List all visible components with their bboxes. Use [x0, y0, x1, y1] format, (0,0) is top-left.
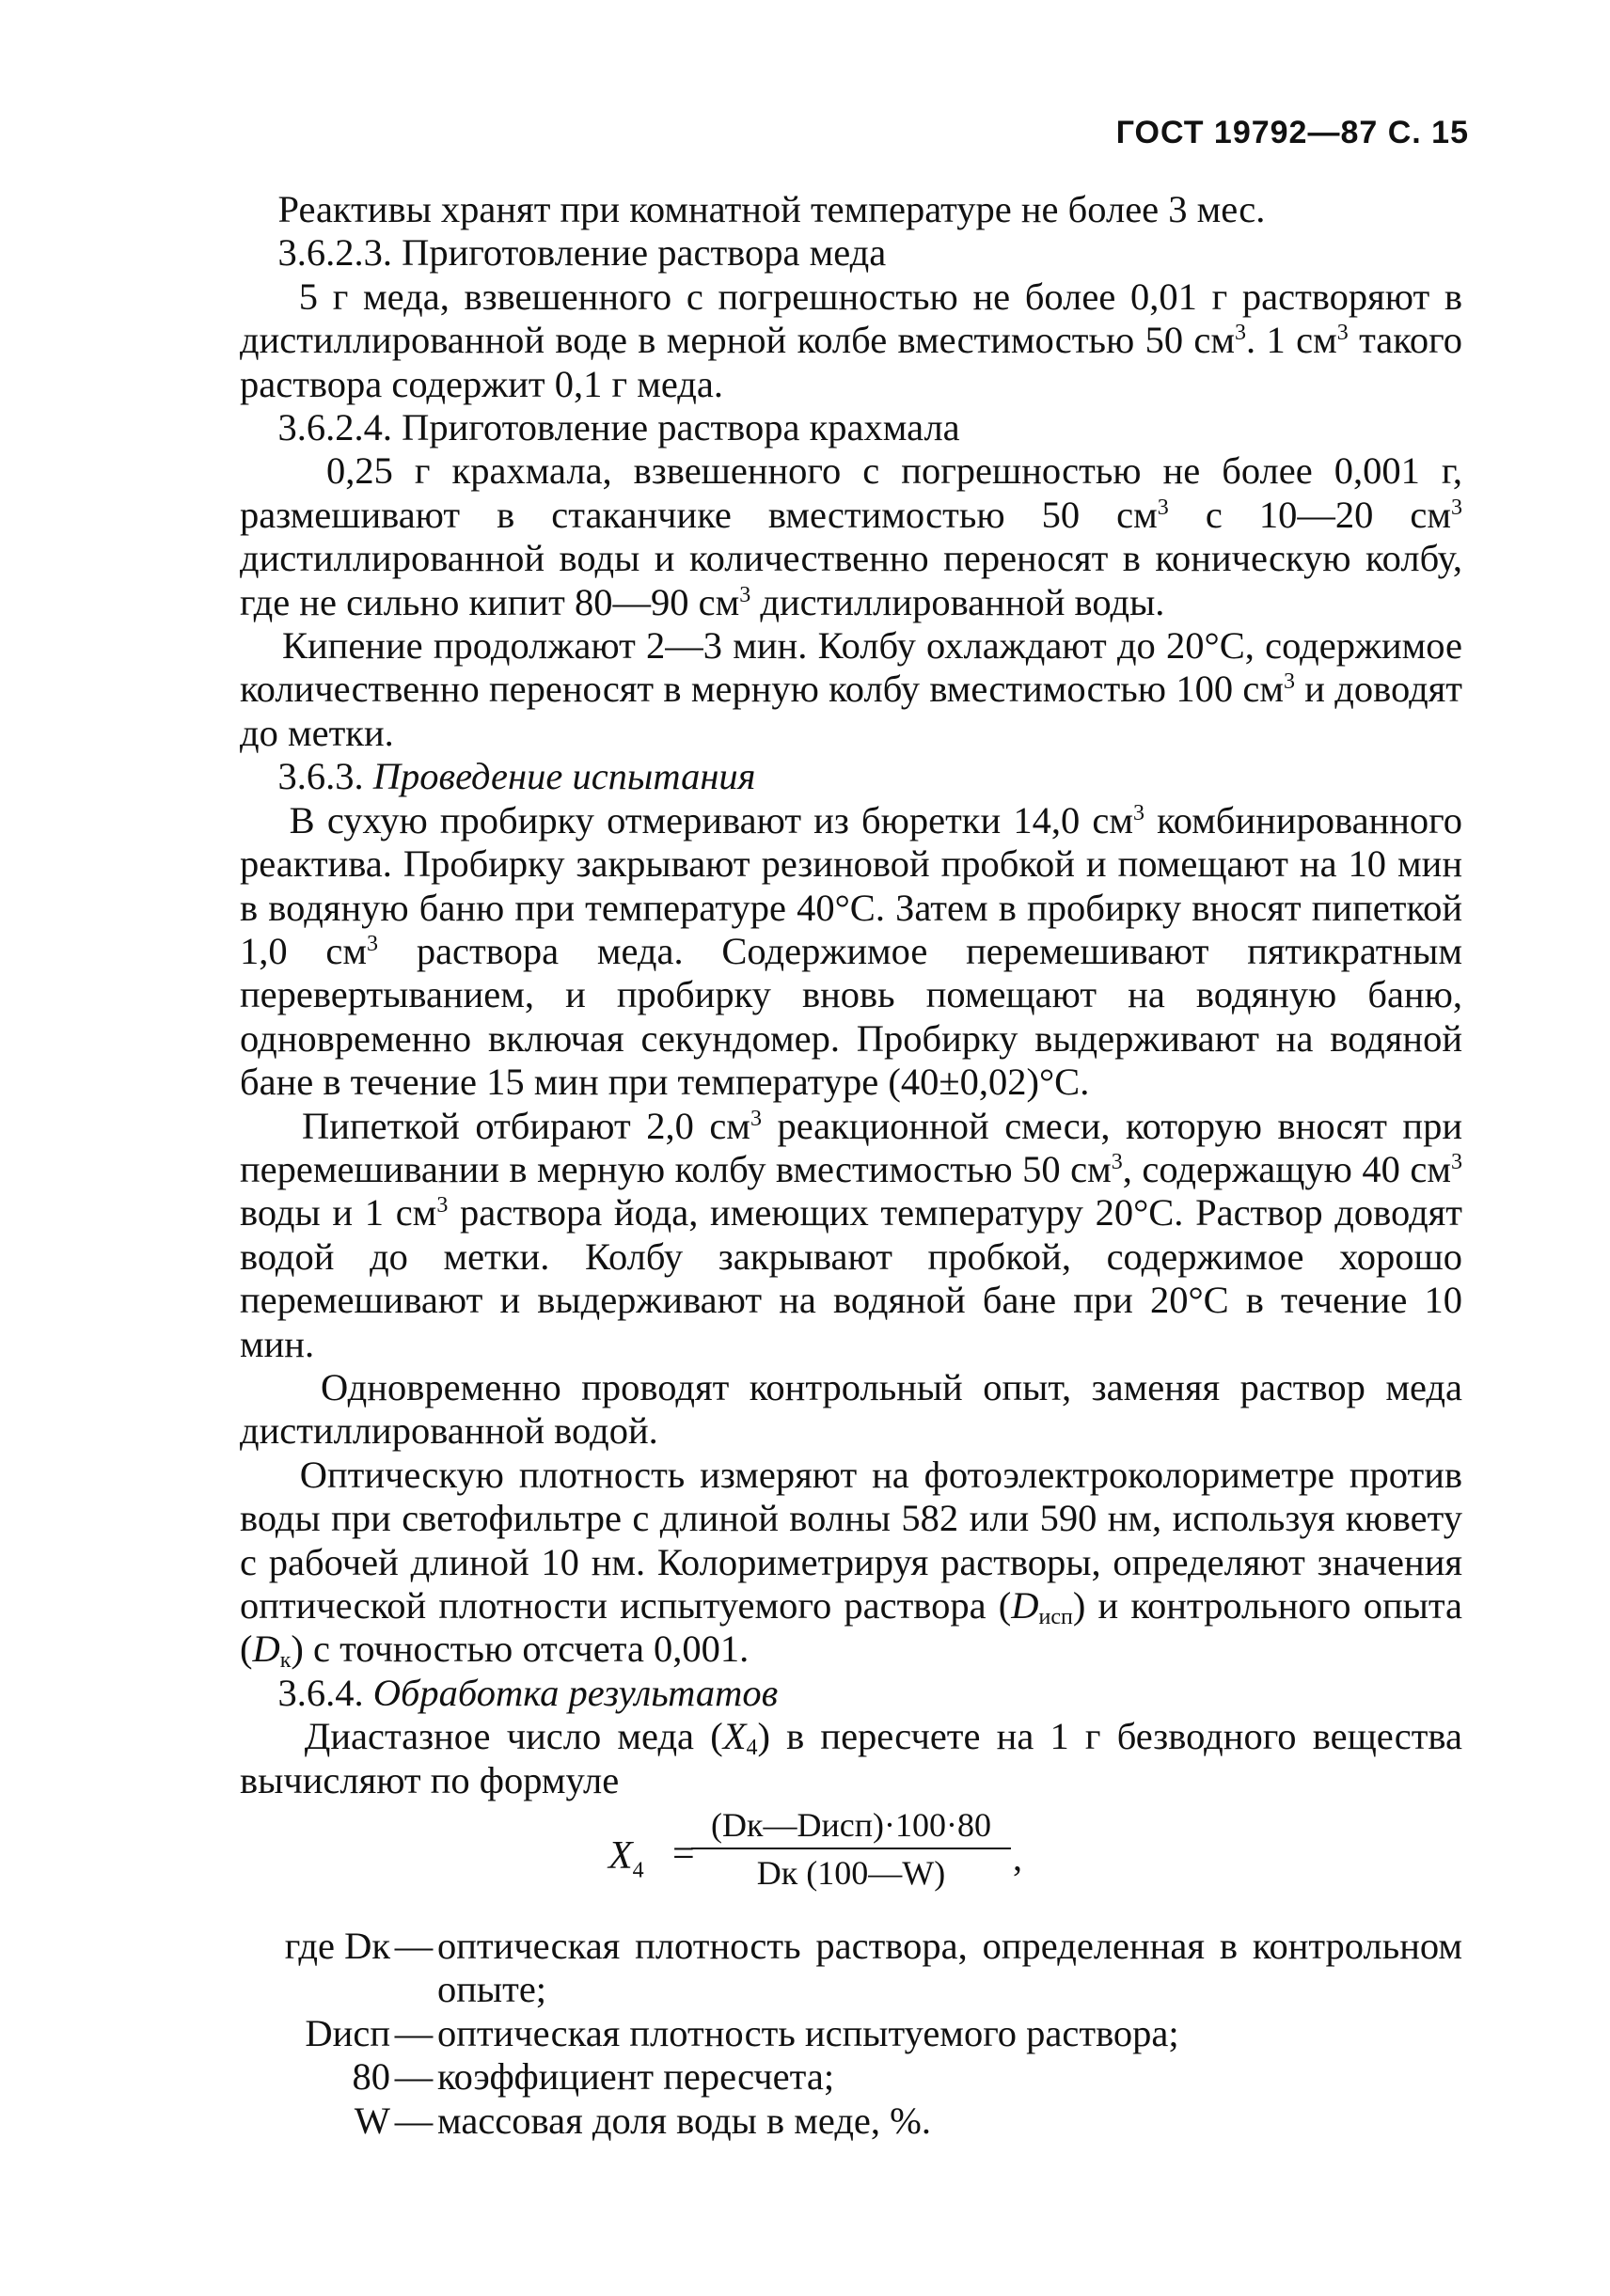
- section-3-6-3-title: 3.6.3. Проведение испытания: [277, 755, 756, 798]
- definition-dash: —: [394, 2099, 434, 2142]
- paragraph-pipette: Пипеткой отбирают 2,0 $см^3$ реакционной смеси, которую вносят при перемешивании в мерную колбу вместимостью 50 $см^3$, содержащую 40 $см^3$ воды и 1 $см^3$ раствора йода, имеющих температуру 20°С. Раствор доводят водой до метки. Колбу закрывают пробкой, содержимое хорошо перемешивают и выдерживают на водяной бане при 20°С в течение 10 мин.: [240, 1104, 1463, 1365]
- section-3-6-4-title: 3.6.4. Обработка результатов: [277, 1671, 779, 1714]
- definition-dash: —: [394, 1925, 434, 1968]
- paragraph-control-test: Одновременно проводят контрольный опыт, заменяя раствор меда дистиллированной водой.: [240, 1365, 1462, 1453]
- definition-text: коэффициент пересчета;: [437, 2055, 835, 2099]
- page-header: ГОСТ 19792—87 С. 15: [1115, 115, 1469, 150]
- definition-row: [240, 2099, 1462, 2143]
- paragraph-starch-solution: 0,25 г крахмала, взвешенного с погрешностью не более 0,001 г, размешивают в стаканчике вместимостью 50 $см^3$ с 10—20 $см^3$ дистиллированной воды и количественно переносят в коническую колбу, где не сильно кипит 80—90 $см^3$ дистиллированной воды.: [240, 449, 1462, 623]
- definition-symbol: 80: [352, 2055, 390, 2099]
- paragraph-boiling: Кипение продолжают 2—3 мин. Колбу охлаждают до 20°С, содержимое количественно переносят в мерную колбу вместимостью 100 $см^3$ и доводят до метки.: [240, 624, 1463, 754]
- definition-row: [240, 2055, 1462, 2099]
- definition-symbol: W: [354, 2099, 390, 2142]
- paragraph-optical-density: Оптическую плотность измеряют на фотоэлектроколориметре против воды при светофильтре с длиной волны 582 или 590 нм, используя кювету с рабочей длиной 10 нм. Колориметрируя растворы, определяют значения оптической плотности испытуемого раствора $(D_{исп})$ и контрольного опыта $(D_к)$ с точностью отсчета 0,001.: [240, 1453, 1463, 1674]
- definition-symbol: где Dк: [284, 1925, 390, 1968]
- formula-fraction: [691, 1804, 1011, 1896]
- definition-row: [240, 1925, 1462, 2012]
- formula-lhs: $X_4$: [608, 1834, 644, 1883]
- paragraph-reagents: Реактивы хранят при комнатной температуре не более 3 мес.: [277, 188, 1266, 230]
- formula-denominator: Dк (100—W): [756, 1854, 946, 1893]
- definitions-list: [240, 1925, 1462, 2143]
- section-3-6-2-4-title: 3.6.2.4. Приготовление раствора крахмала: [277, 406, 960, 449]
- definition-text: оптическая плотность раствора, определенная в контрольном опыте;: [437, 1925, 1462, 2011]
- definition-symbol: Dисп: [305, 2011, 390, 2054]
- definition-text: оптическая плотность испытуемого раствора;: [437, 2011, 1179, 2054]
- formula-x4: [240, 1804, 1462, 1921]
- document-body: [240, 188, 1462, 2143]
- definition-row: [240, 2012, 1462, 2055]
- formula-numerator: (Dк—Dисп)·100·80: [691, 1804, 1011, 1849]
- formula-comma: ,: [1013, 1836, 1022, 1879]
- paragraph-honey-solution: 5 г меда, взвешенного с погрешностью не более 0,01 г растворяют в дистиллированной воде в мерной колбе вместимостью 50 $см^3$. 1 $см^3$ такого раствора содержит 0,1 г меда.: [240, 275, 1463, 405]
- section-3-6-2-3-title: 3.6.2.3. Приготовление раствора меда: [277, 231, 887, 275]
- definition-text: массовая доля воды в меде, %.: [437, 2099, 932, 2142]
- paragraph-diastase-number: Диастазное число меда $(X_4)$ в пересчете на 1 г безводного вещества вычисляют по формуле: [240, 1715, 1462, 1801]
- paragraph-test-procedure: В сухую пробирку отмеривают из бюретки 14,0 $см^3$ комбинированного реактива. Пробирку закрывают резиновой пробкой и помещают на 10 мин в водяную баню при температуре 40°С. Затем в пробирку вносят пипеткой 1,0 $см^3$ раствора меда. Содержимое перемешивают пятикратным перевертыванием, и пробирку вновь помещают на водяную баню, одновременно включая секундомер. Пробирку выдерживают на водяной бане в течение 15 мин при температуре (40±0,02)°С.: [240, 798, 1462, 1104]
- definition-dash: —: [394, 2011, 434, 2054]
- formula-equals: =: [672, 1832, 695, 1877]
- definition-dash: —: [394, 2055, 434, 2099]
